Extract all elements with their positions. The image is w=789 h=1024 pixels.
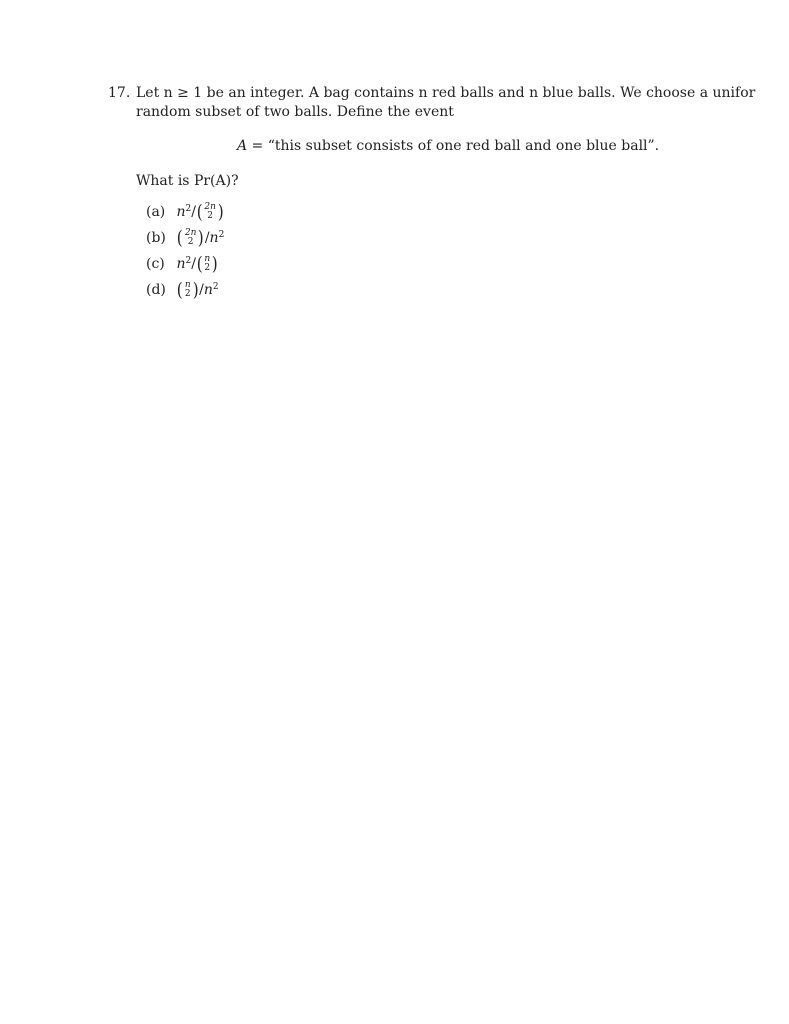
right-paren: ) xyxy=(211,253,218,275)
right-paren: ) xyxy=(217,201,224,223)
binomial-top: 2n xyxy=(204,202,216,212)
math-exponent: 2 xyxy=(212,282,219,292)
option-label: (a) xyxy=(146,204,166,220)
math-exponent: 2 xyxy=(218,230,225,240)
option-label: (b) xyxy=(146,230,166,246)
question-number: 17. xyxy=(108,85,131,101)
math-exponent: 2 xyxy=(185,256,192,266)
left-paren: ( xyxy=(177,227,184,249)
binomial-top: n xyxy=(184,280,191,290)
binomial xyxy=(176,229,204,247)
left-paren: ( xyxy=(196,201,203,223)
math-var: n xyxy=(209,230,219,246)
binomial xyxy=(176,281,199,299)
math-slash: / xyxy=(204,230,210,246)
math-var: n xyxy=(176,204,186,220)
option-a xyxy=(146,203,224,221)
option-d xyxy=(146,281,219,299)
question-line-2: random subset of two balls. Define the event xyxy=(136,104,454,120)
option-c xyxy=(146,255,219,273)
math-slash: / xyxy=(191,256,196,272)
binomial-top: n xyxy=(204,254,211,264)
math-exponent: 2 xyxy=(185,204,192,214)
math-var: n xyxy=(203,282,213,298)
binomial xyxy=(196,255,219,273)
binomial-top: 2n xyxy=(184,228,197,238)
event-rhs: “this subset consists of one red ball and one blue ball”. xyxy=(267,138,660,154)
binomial-bottom: 2 xyxy=(187,237,194,247)
binomial xyxy=(196,203,224,221)
binomial-bottom: 2 xyxy=(184,289,191,299)
right-paren: ) xyxy=(192,279,199,301)
math-var: n xyxy=(176,256,186,272)
math-slash: / xyxy=(191,204,196,220)
event-definition xyxy=(237,137,659,155)
binomial-bottom: 2 xyxy=(207,211,213,221)
binomial-bottom: 2 xyxy=(204,263,211,273)
right-paren: ) xyxy=(198,227,205,249)
option-label: (d) xyxy=(146,282,166,298)
question-line-1: Let n ≥ 1 be an integer. A bag contains n red balls and n blue balls. We choose a unifor xyxy=(136,85,756,101)
event-lhs: A = xyxy=(237,138,264,154)
question-prompt: What is Pr(A)? xyxy=(136,173,239,189)
left-paren: ( xyxy=(177,279,184,301)
option-label: (c) xyxy=(146,256,165,272)
math-slash: / xyxy=(199,282,204,298)
left-paren: ( xyxy=(196,253,203,275)
option-b xyxy=(146,229,224,247)
